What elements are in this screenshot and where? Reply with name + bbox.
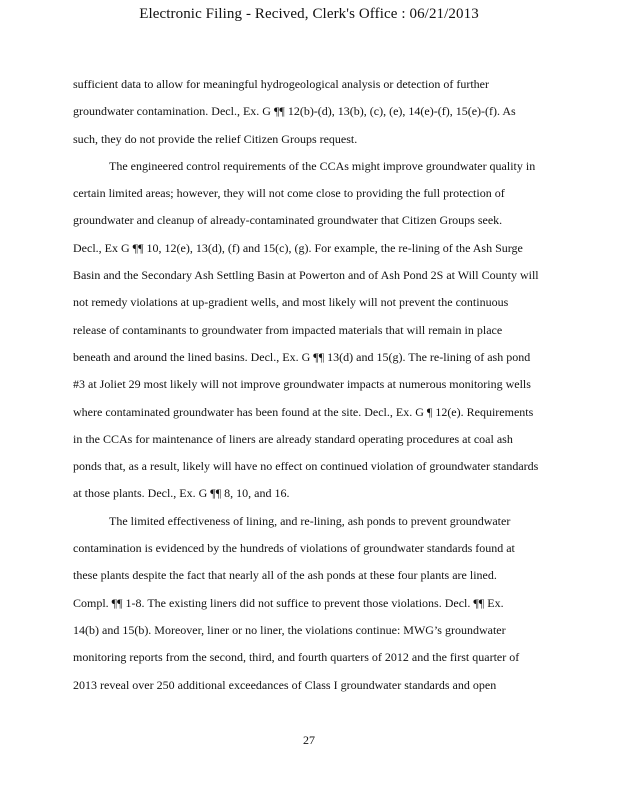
text-line: at those plants. Decl., Ex. G ¶¶ 8, 10, and 16.: [73, 486, 290, 501]
text-line: not remedy violations at up-gradient wells, and most likely will not prevent the continuous: [73, 295, 509, 310]
text-line: monitoring reports from the second, third, and fourth quarters of 2012 and the first quarter of: [73, 650, 520, 665]
text-line: Decl., Ex G ¶¶ 10, 12(e), 13(d), (f) and 15(c), (g). For example, the re-lining of the Ash Surge: [73, 240, 523, 255]
text-line: Basin and the Secondary Ash Settling Basin at Powerton and of Ash Pond 2S at Will County will: [73, 268, 539, 283]
text-line: 2013 reveal over 250 additional exceedances of Class I groundwater standards and open: [73, 677, 497, 692]
text-line: in the CCAs for maintenance of liners are already standard operating procedures at coal ash: [73, 431, 513, 446]
document-body: [73, 71, 605, 699]
text-line: The engineered control requirements of the CCAs might improve groundwater quality in: [109, 158, 536, 173]
text-line: The limited effectiveness of lining, and re-lining, ash ponds to prevent groundwater: [109, 513, 511, 528]
text-line: ponds that, as a result, likely will have no effect on continued violation of groundwater standards: [73, 459, 539, 474]
text-line: #3 at Joliet 29 most likely will not improve groundwater impacts at numerous monitoring wells: [73, 377, 531, 392]
text-line: groundwater and cleanup of already-contaminated groundwater that Citizen Groups seek.: [73, 213, 503, 228]
filing-header: Electronic Filing - Recived, Clerk's Office : 06/21/2013: [139, 6, 479, 22]
text-line: release of contaminants to groundwater from impacted materials that will remain in place: [73, 322, 503, 337]
text-line: these plants despite the fact that nearly all of the ash ponds at these four plants are lined.: [73, 568, 497, 583]
text-line: 14(b) and 15(b). Moreover, liner or no liner, the violations continue: MWG’s groundwater: [73, 622, 506, 637]
text-line: certain limited areas; however, they will not come close to providing the full protection of: [73, 186, 505, 201]
page-number: 27: [303, 733, 315, 747]
text-line: contamination is evidenced by the hundreds of violations of groundwater standards found at: [73, 541, 515, 556]
text-line: such, they do not provide the relief Citizen Groups request.: [73, 131, 358, 146]
text-line: groundwater contamination. Decl., Ex. G ¶¶ 12(b)-(d), 13(b), (c), (e), 14(e)-(f), 15(e)-(f). As: [73, 104, 516, 119]
text-line: Compl. ¶¶ 1-8. The existing liners did not suffice to prevent those violations. Decl. ¶¶ Ex.: [73, 595, 504, 610]
text-line: beneath and around the lined basins. Decl., Ex. G ¶¶ 13(d) and 15(g). The re-lining of ash pond: [73, 349, 531, 364]
text-line: where contaminated groundwater has been found at the site. Decl., Ex. G ¶ 12(e). Requirements: [73, 404, 534, 419]
text-line: sufficient data to allow for meaningful hydrogeological analysis or detection of further: [73, 77, 489, 91]
